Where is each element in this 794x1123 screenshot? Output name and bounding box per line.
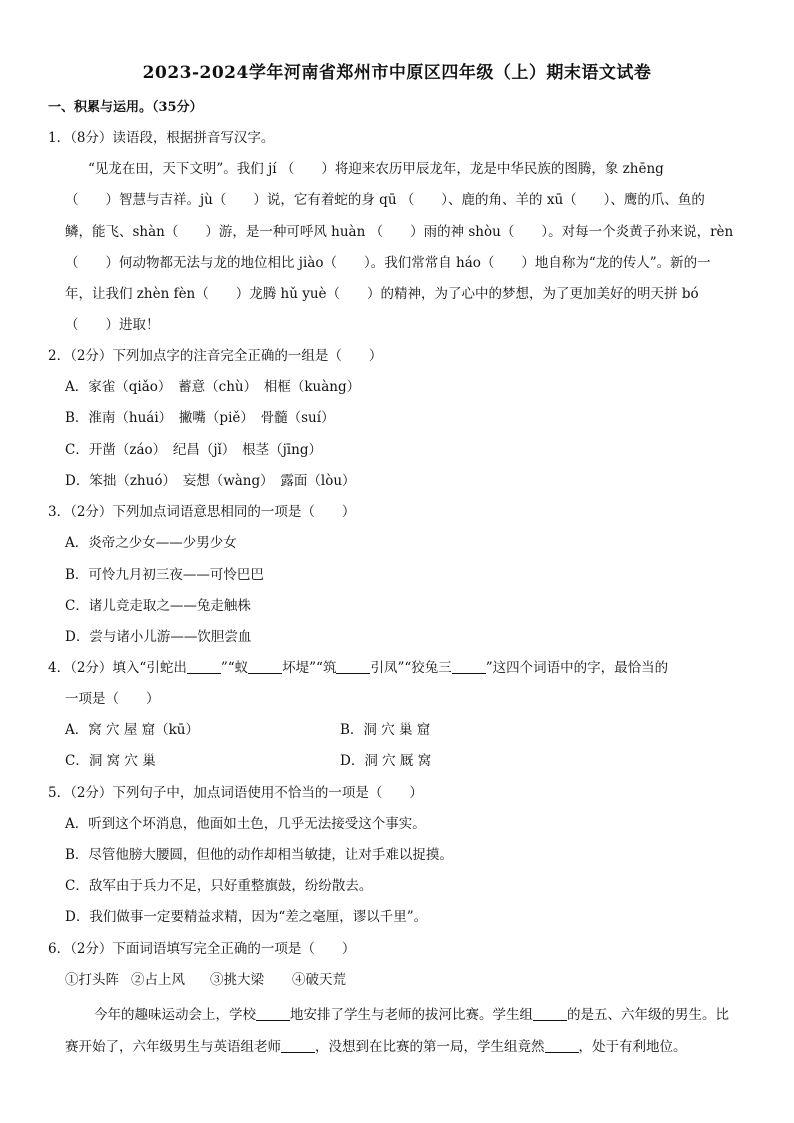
passage-part: 的是五、六年级的男生。比 — [567, 1007, 729, 1023]
stem-part: ”“蚁 — [220, 660, 249, 676]
fill-blank[interactable] — [256, 1006, 290, 1021]
option-a: A．炎帝之少女——少男少女 — [65, 535, 237, 551]
passage-part: 今年的趣味运动会上，学校 — [94, 1007, 256, 1023]
question-4-stem — [48, 658, 668, 678]
word-choice: ③挑大梁 — [210, 972, 264, 988]
option-b: B．可怜九月初三夜——可怜巴巴 — [65, 567, 264, 583]
option-a: A．家雀（qiǎo） 蓄意（chù） 相框（kuàng） — [65, 379, 361, 395]
option-d: D．洞 穴 厩 窝 — [340, 753, 432, 769]
question-2-stem: 2．（2分）下列加点字的注音完全正确的一组是（ ） — [48, 348, 383, 364]
option-a: A．窝 穴 屋 窟（kū） — [65, 722, 199, 738]
stem-part: 引凤”“狡兔三 — [370, 660, 452, 676]
question-4-stem-cont: 一项是（ ） — [65, 691, 160, 707]
option-a: A．听到这个坏消息，他面如土色，几乎无法接受这个事实。 — [65, 816, 426, 832]
passage-part: ，处于有利地位。 — [578, 1039, 687, 1055]
stem-part: ”这四个词语中的字，最恰当的 — [485, 660, 669, 676]
fill-blank[interactable] — [281, 1038, 315, 1053]
word-choice: ①打头阵 — [65, 972, 119, 988]
option-c: C．开凿（záo） 纪昌（jǐ） 根茎（jīng） — [65, 442, 322, 458]
question-1-line: 年，让我们 zhèn fèn（ ）龙腾 hǔ yuè（ ）的精神，为了心中的梦想，为了更加美好的明天拼 bó — [65, 286, 699, 302]
passage-part: 赛开始了，六年级男生与英语组老师 — [65, 1039, 281, 1055]
option-b: B．洞 穴 巢 窟 — [340, 722, 431, 738]
question-5-stem: 5．（2分）下列句子中，加点词语使用不恰当的一项是（ ） — [48, 785, 423, 801]
question-1-line: “见龙在田，天下文明”。我们 jí （ ）将迎来农历甲辰龙年，龙是中华民族的图腾，象 zhēng — [88, 161, 664, 177]
passage-part: ，没想到在比赛的第一局，学生组竟然 — [315, 1039, 545, 1055]
option-b: B．尽管他膀大腰圆，但他的动作却相当敏捷，让对手难以捉摸。 — [65, 847, 453, 863]
passage-line — [65, 1037, 687, 1057]
question-1-line: （ ）何动物都无法与龙的地位相比 jiào（ ）。我们常常自 háo（ ）地自称为“龙的传人”。新的一 — [65, 255, 711, 271]
option-c: C．洞 窝 穴 巢 — [65, 753, 156, 769]
question-1-line: （ ）智慧与吉祥。jù（ ）说，它有着蛇的身 qū （ ）、鹿的角、羊的 xū（ ）、鹰的爪、鱼的 — [65, 192, 705, 208]
question-6-stem: 6．（2分）下面词语填写完全正确的一项是（ ） — [48, 941, 356, 957]
passage-part: 地安排了学生与老师的拔河比赛。学生组 — [290, 1007, 533, 1023]
stem-part: 4．（2分）填入“引蛇出 — [48, 660, 187, 676]
option-d: D．尝与诸小儿游——饮胆尝血 — [65, 629, 252, 645]
option-c: C．诸儿竞走取之——兔走触株 — [65, 598, 251, 614]
fill-blank[interactable] — [336, 659, 370, 674]
fill-blank[interactable] — [452, 659, 486, 674]
option-d: D．我们做事一定要精益求精，因为“差之毫厘，谬以千里”。 — [65, 909, 428, 925]
option-b: B．淮南（huái） 撇嘴（piě） 骨髓（suí） — [65, 410, 335, 426]
fill-blank[interactable] — [545, 1038, 579, 1053]
fill-blank[interactable] — [187, 659, 221, 674]
section-heading: 一、积累与运用。（35分） — [48, 100, 203, 115]
word-choice: ②占上风 — [131, 972, 185, 988]
passage-line — [94, 1005, 729, 1025]
fill-blank[interactable] — [533, 1006, 567, 1021]
page-title: 2023-2024学年河南省郑州市中原区四年级（上）期末语文试卷 — [142, 63, 652, 83]
fill-blank[interactable] — [248, 659, 282, 674]
question-1-line: （ ）进取！ — [65, 317, 160, 333]
option-c: C．敌军由于兵力不足，只好重整旗鼓，纷纷散去。 — [65, 878, 373, 894]
option-d: D．笨拙（zhuó） 妄想（wàng） 露面（lòu） — [65, 473, 356, 489]
stem-part: 坏堤”“筑 — [282, 660, 337, 676]
word-choice: ④破天荒 — [292, 972, 346, 988]
question-3-stem: 3．（2分）下列加点词语意思相同的一项是（ ） — [48, 504, 356, 520]
question-1-line: 鳞，能飞、shàn（ ）游，是一种可呼风 huàn （ ）雨的神 shòu（ ）。对每一个炎黄子孙来说，rèn — [65, 224, 734, 240]
question-1-stem: 1．（8分）读语段，根据拼音写汉字。 — [48, 130, 275, 146]
